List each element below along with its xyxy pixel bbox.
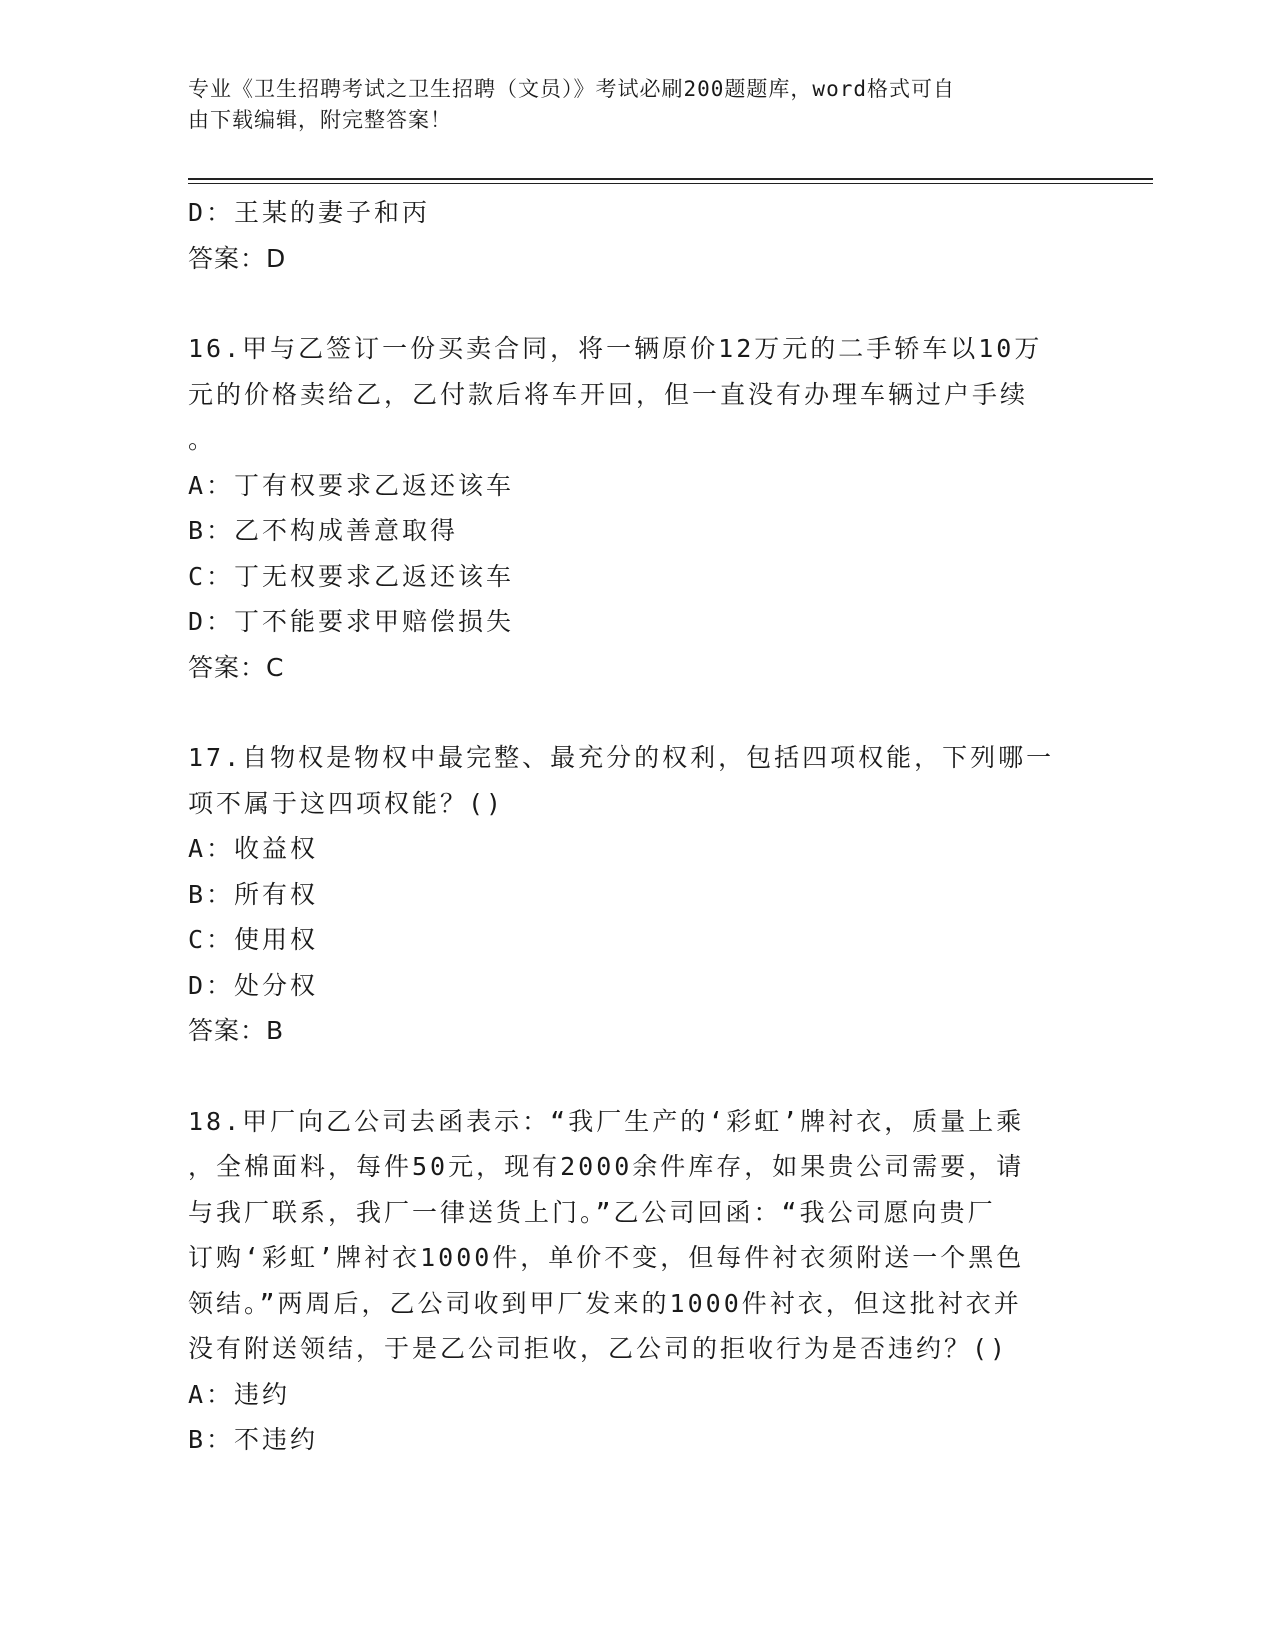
option-b: B：乙不构成善意取得 [188,516,459,545]
question-stem-line: 订购‘彩虹’牌衬衣1000件，单价不变，但每件衬衣须附送一个黑色 [188,1243,1025,1272]
answer-line: 答案：B [188,1016,285,1045]
header-rule-thin [188,183,1153,184]
header-line-2: 由下载编辑，附完整答案！ [188,108,452,132]
question-stem-line: ，全棉面料，每件50元，现有2000余件库存，如果贵公司需要，请 [188,1152,1025,1181]
answer-line: 答案：C [188,652,285,682]
option-a: A：收益权 [188,834,319,863]
answer-line: 答案：D [188,243,287,273]
question-17 [188,735,1088,1054]
question-stem-line: 。 [188,425,217,454]
header-rule-thick [188,178,1153,180]
question-content [188,190,1088,1463]
question-stem-line: 领结。”两周后，乙公司收到甲厂发来的1000件衬衣，但这批衬衣并 [188,1288,1022,1318]
question-stem-line: 项不属于这四项权能？() [188,788,505,818]
option-d: D：丁不能要求甲赔偿损失 [188,607,515,636]
question-stem-line: 17.自物权是物权中最完整、最充分的权利，包括四项权能，下列哪一 [188,743,1055,772]
question-stem-line: 16.甲与乙签订一份买卖合同，将一辆原价12万元的二手轿车以10万 [188,334,1043,363]
question-stem-line: 元的价格卖给乙，乙付款后将车开回，但一直没有办理车辆过户手续 [188,379,1029,409]
option-c: C：丁无权要求乙返还该车 [188,561,515,591]
option-b: B：不违约 [188,1425,319,1454]
option-c: C：使用权 [188,925,319,954]
question-16 [188,326,1088,690]
option-a: A：违约 [188,1379,291,1409]
question-18 [188,1099,1088,1463]
question-stem-line: 18.甲厂向乙公司去函表示：“我厂生产的‘彩虹’牌衬衣，质量上乘 [188,1106,1025,1136]
option-b: B：所有权 [188,879,319,909]
option-a: A：丁有权要求乙返还该车 [188,470,515,500]
option-d: D：王某的妻子和丙 [188,198,431,227]
header-line-1: 专业《卫生招聘考试之卫生招聘（文员）》考试必刷200题题库，word格式可自 [188,77,955,101]
question-stem-line: 没有附送领结，于是乙公司拒收，乙公司的拒收行为是否违约？() [188,1334,1009,1363]
page-header [188,74,1068,136]
option-d: D：处分权 [188,970,319,1000]
question-stem-line: 与我厂联系，我厂一律送货上门。”乙公司回函：“我公司愿向贵厂 [188,1197,996,1227]
